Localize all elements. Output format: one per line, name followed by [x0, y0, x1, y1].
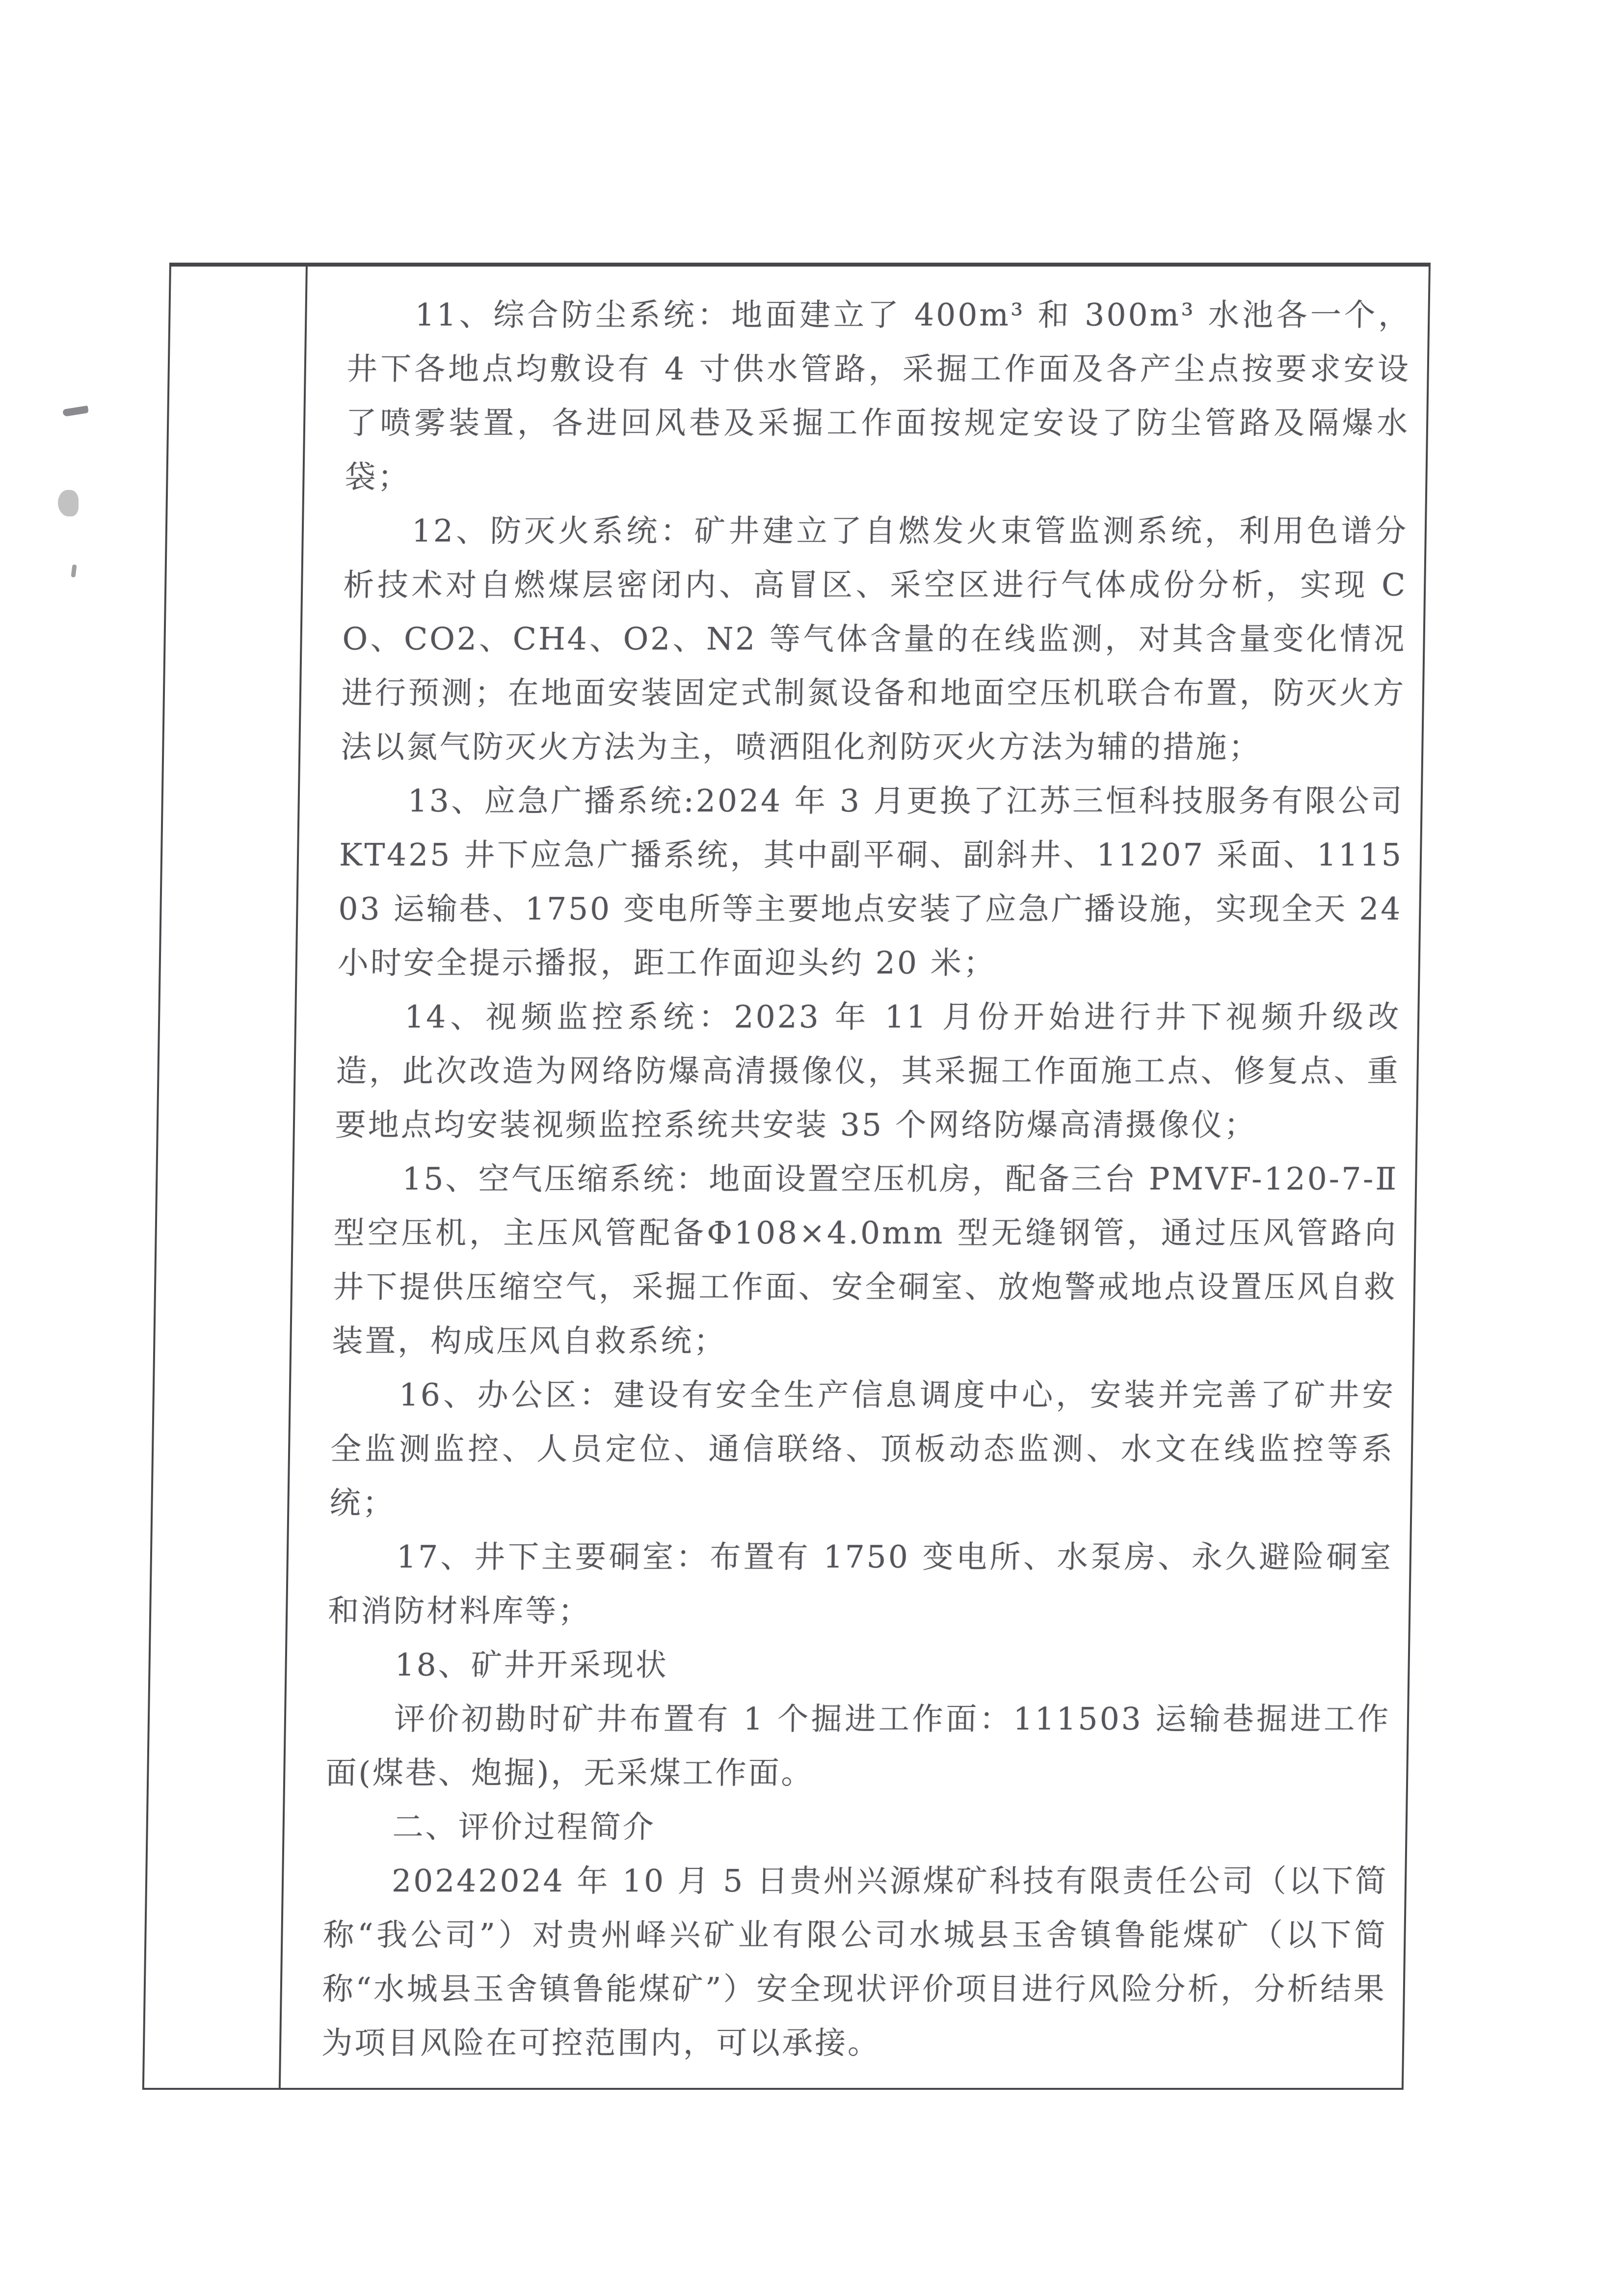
scan-artifact-blob [58, 490, 79, 516]
section-heading-evaluation-process: 二、评价过程简介 [392, 1809, 656, 1845]
paragraph-item-14-video-monitoring: 14、视频监控系统：2023 年 11 月份开始进行井下视频升级改造，此次改造为网络防爆高清摄像仪，其采掘工作面施工点、修复点、重要地点均安装视频监控系统共安装 35 个网络防爆高清摄像仪； [335, 999, 1401, 1143]
paragraph-item-16-office-area: 16、办公区：建设有安全生产信息调度中心，安装并完善了矿井安全监测监控、人员定位、通信联络、顶板动态监测、水文在线监控等系统； [329, 1377, 1396, 1521]
table-left-column-cell [144, 267, 308, 2088]
paragraph-item-11-dust-control: 11、综合防尘系统：地面建立了 400m³ 和 300m³ 水池各一个，井下各地点均敷设有 4 寸供水管路，采掘工作面及各产尘点按要求安设了喷雾装置，各进回风巷及采掘工作面按规定安设了防尘管路及隔爆水袋； [344, 297, 1411, 495]
paragraph-item-18-mining-status: 18、矿井开采现状 [395, 1647, 669, 1683]
scan-artifact-tick [71, 565, 77, 578]
paragraph-item-17-underground-chambers: 17、井下主要硐室：布置有 1750 变电所、水泵房、永久避险硐室和消防材料库等； [327, 1539, 1393, 1629]
paragraph-risk-analysis-conclusion: 20242024 年 10 月 5 日贵州兴源煤矿科技有限责任公司（以下简称“我公司”）对贵州峄兴矿业有限公司水城县玉舍镇鲁能煤矿（以下简称“水城县玉舍镇鲁能煤矿”）安全现状评价项目进行风险分析，分析结果为项目风险在可控范围内，可以承接。 [321, 1863, 1388, 2061]
table-content-cell [281, 267, 1429, 2088]
paragraph-item-13-emergency-broadcast: 13、应急广播系统:2024 年 3 月更换了江苏三恒科技服务有限公司 KT425 井下应急广播系统，其中副平硐、副斜井、11207 采面、111503 运输巷、1750 变电所等主要地点安装了应急广播设施，实现全天 24 小时安全提示播报，距工作面迎头约 20 米； [337, 783, 1405, 981]
report-table [142, 263, 1431, 2090]
paragraph-item-15-air-compression: 15、空气压缩系统：地面设置空压机房，配备三台 PMVF-120-7-Ⅱ型空压机，主压风管配备Φ108×4.0mm 型无缝钢管，通过压风管路向井下提供压缩空气，采掘工作面、安全硐室、放炮警戒地点设置压风自救装置，构成压风自救系统； [331, 1161, 1399, 1359]
paragraph-item-12-fire-prevention: 12、防灭火系统：矿井建立了自燃发火束管监测系统，利用色谱分析技术对自燃煤层密闭内、高冒区、采空区进行气体成份分析，实现 CO、CO2、CH4、O2、N2 等气体含量的在线监测，对其含量变化情况进行预测；在地面安装固定式制氮设备和地面空压机联合布置，防灭火方法以氮气防灭火方法为主，喷洒阻化剂防灭火方法为辅的措施； [340, 513, 1409, 765]
scan-artifact-dash [62, 405, 89, 417]
paragraph-working-face-note: 评价初勘时矿井布置有 1 个掘进工作面：111503 运输巷掘进工作面(煤巷、炮掘)，无采煤工作面。 [325, 1701, 1391, 1791]
